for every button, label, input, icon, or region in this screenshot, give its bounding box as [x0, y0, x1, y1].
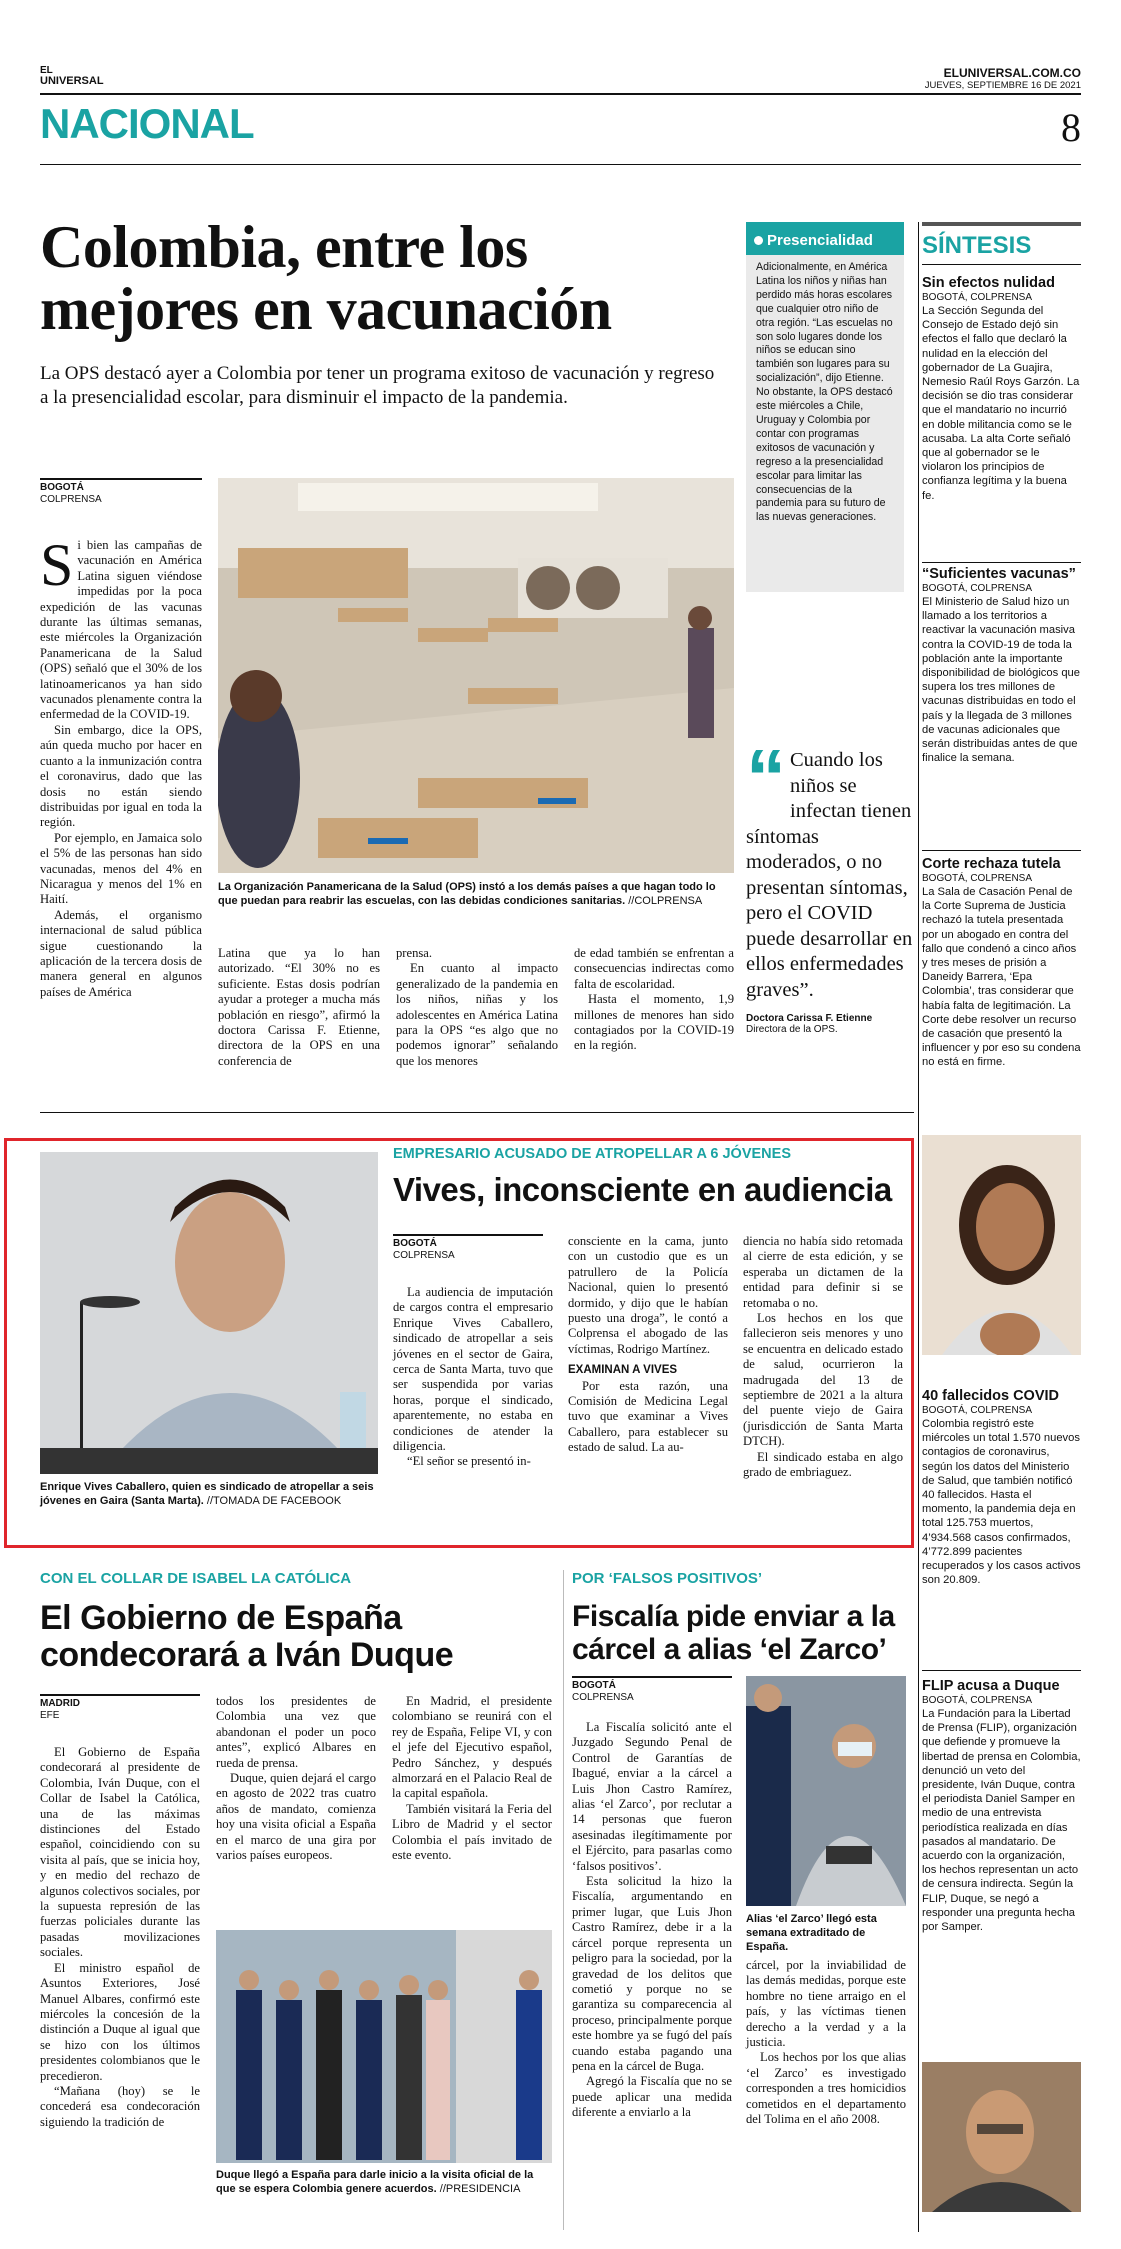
main-byline: BOGOTÁ COLPRENSA [40, 478, 202, 506]
drop-cap: S [40, 532, 74, 598]
classroom-photo [218, 478, 734, 873]
main-column-3: prensa. En cuanto al impacto generalizado de la pandemia en los niños, niñas y los adolescentes en América Latina para la OPS “es algo que no podemos ignorar” señalando que los menores [396, 946, 558, 1068]
zarco-caption: Alias ‘el Zarco’ llegó esta semana extraditado de España. [746, 1913, 877, 1953]
masthead-rule [40, 93, 1081, 95]
vives-caption: Enrique Vives Caballero, quien es sindicado de atropellar a seis jóvenes en Gaira (Santa Marta). //TOMADA DE FACEBOOK [40, 1481, 374, 1507]
duque-kicker: CON EL COLLAR DE ISABEL LA CATÓLICA [40, 1570, 352, 1587]
site-url: ELUNIVERSAL.COM.CO [943, 66, 1081, 80]
sintesis-sep [922, 850, 1081, 851]
column-divider [563, 1570, 564, 2230]
sintesis-sep [922, 562, 1081, 563]
masthead-logo: EL UNIVERSAL [40, 65, 104, 87]
zarco-headline: Fiscalía pide enviar a la cárcel a alias ‘el Zarco’ [572, 1600, 895, 1666]
sintesis-item: “Suficientes vacunas” BOGOTÁ, COLPRENSA El Ministerio de Salud hizo un llamado a los territorios a reactivar la vacunación masiva contra la COVID-19 de toda la población ante la importante disponibilidad de biológicos que supera los tres millones de vacunas distribuidas en todo el país y la llegada de 3 millones de vacunas adicionales que serán distribuidas antes de que finalice la semana. [922, 566, 1080, 765]
duque-photo [216, 1930, 552, 2163]
presencialidad-box: Presencialidad Adicionalmente, en América Latina los niños y niñas han perdido más horas escolares que cualquier otro niño de otra región. “Las escuelas no son solo lugares donde los niños se educan sino también son lugares para su socialización”, dijo Etienne. No obstante, la OPS destacó este miércoles a Chile, Uruguay y Colombia por contar con programas exitosos de vacunación y regreso a la presencialidad escolar para limitar las consecuencias de la pandemia para su futuro de las nuevas generaciones. [746, 222, 904, 592]
main-column-4: de edad también se enfrentan a consecuencias indirectas como falta de escolaridad. Hasta el momento, 1,9 millones de menores han sido contagiados por la COVID-19 en la región. [574, 946, 734, 1053]
vives-byline: BOGOTÁ COLPRENSA [393, 1234, 543, 1262]
duque-column-1: El Gobierno de España condecorará al presidente de Colombia, Iván Duque, con el Collar de Isabel la Católica, una de las máximas distinciones del Estado español, coincidiendo con su visita al país, que se inicia hoy, y en medio del rechazo de algunos colectivos sociales, por la supuesta represión de las fuerzas policiales durante las pasadas movilizaciones sociales. El ministro español de Asuntos Exteriores, José Manuel Albares, confirmó este miércoles la concesión de la distinción a Duque al igual que se hizo con los últimos presidentes colombianos que le precedieron. “Mañana (hoy) se le concederá esa condecoración siguiendo la tradición de [40, 1745, 200, 2129]
zarco-byline: BOGOTÁ COLPRENSA [572, 1676, 732, 1704]
zarco-column-1: La Fiscalía solicitó ante el Juzgado Segundo Penal de Control de Garantías de Ibagué, enviar a la cárcel a Luis Jhon Castro Ramírez, alias ‘el Zarco’, por reclutar a 14 personas que fueron asesinadas ilegítimamente por el Ejército, para pasarlas como ‘falsos positivos’. Esta solicitud la hizo la Fiscalía, argumentando en primer lugar, que Luis Jhon Castro Ramírez, debe ir a la cárcel porque representa un peligro para la sociedad, por la gravedad de los delitos que cometió y porque no se garantiza su comparecencia al proceso, principalmente porque este hombre ya se fugó del país cuando estaba pagando una pena en la cárcel de Buga. Agregó la Fiscalía que no se puede aplicar una medida diferente a enviarlo a la [572, 1720, 732, 2120]
sintesis-title-rule [922, 264, 1081, 265]
zarco-kicker: POR ‘FALSOS POSITIVOS’ [572, 1570, 763, 1587]
vives-subhead: EXAMINAN A VIVES [568, 1364, 678, 1377]
main-photo-caption: La Organización Panamericana de la Salud (OPS) instó a los demás países a que hagan todo lo que puedan para reabrir las escuelas, con las debidas condiciones sanitarias. //COLPRENSA [218, 881, 716, 907]
samper-photo [922, 2062, 1081, 2212]
section-title: NACIONAL [40, 100, 254, 147]
sidebar-divider [918, 222, 919, 2232]
main-column-1: S i bien las campañas de vacunación en América Latina siguen viéndose impedidas por la poca expedición de las vacunas durante las últimas semanas, este miércoles la Organización Panamericana de la Salud (OPS) señaló que el 30% de los latinoamericanos ya han sido vacunados plenamente contra la enfermedad de la COVID-19. Sin embargo, dice la OPS, aún queda mucho por hacer en cuanto a la inmunización contra el coronavirus, dado que las dosis no están siendo distribuidas por igual en toda la región. Por ejemplo, en Jamaica solo el 5% de las personas han sido vacunadas, menos del 4% en Nicaragua y menos del 1% en Haití. Además, el organismo internacional de salud pública sigue cuestionando la aplicación de la tercera dosis de manera general en algunos países de América [40, 532, 202, 999]
epa-colombia-photo [922, 1135, 1081, 1355]
quote-icon: “ [746, 733, 786, 822]
main-column-2: Latina que ya lo han autorizado. “El 30% no es suficiente. Estas dosis podrían ayudar a proteger a mucha más población en riesgo”, afirmó la doctora Carissa F. Etienne, directora de la OPS en una conferencia de [218, 946, 380, 1068]
vives-kicker: EMPRESARIO ACUSADO DE ATROPELLAR A 6 JÓVENES [393, 1146, 791, 1162]
sintesis-item: 40 fallecidos COVID BOGOTÁ, COLPRENSA Colombia registró este miércoles un total 1.570 nuevos contagios de coronavirus, según los datos del Ministerio de Salud, que también notificó 40 fallecidos. Hasta el momento, la pandemia deja en total 125.753 muertos, 4’934.568 casos confirmados, 4’772.899 pacientes recuperados y los casos activos son 20.809. [922, 1388, 1081, 1587]
vives-photo [40, 1152, 378, 1474]
sintesis-rule [922, 222, 1081, 226]
issue-date: JUEVES, SEPTIEMBRE 16 DE 2021 [924, 80, 1081, 91]
duque-column-3: En Madrid, el presidente colombiano se reunirá con el rey de España, Felipe VI, y con el jefe del Ejecutivo español, Pedro Sánchez, y después almorzará en el Palacio Real de la capital española. También visitará la Feria del Libro de Madrid y el sector Colombia el país invitado de este evento. [392, 1694, 552, 1863]
box-title: Presencialidad [746, 226, 904, 255]
vives-column-3: diencia no había sido retomada al cierre de esta edición, y se esperaba un dictamen de la entidad para definir si se retomaba o no. Los hechos en los que fallecieron seis menores y uno se encuentra en delicado estado de salud, ocurrieron la madrugada del 13 de septiembre de 2021 a la altura del puente viejo de Gaira (jurisdicción de Santa Marta DTCH). El sindicado estaba en algo grado de embriaguez. [743, 1234, 903, 1480]
duque-headline: El Gobierno de España condecorará a Iván Duque [40, 1599, 454, 1674]
duque-column-2: todos los presidentes de Colombia una vez que abandonan el poder un poco antes”, explicó Albares en rueda de prensa. Duque, quien dejará el cargo en agosto de 2022 tras cuatro años de mandato, comienza hoy una visita oficial a España en el marco de una gira por varios países europeos. [216, 1694, 376, 1863]
vives-column-2: consciente en la cama, junto con un custodio que es un patrullero de la Policía Nacional, quien lo presentó dormido, y dijo que le habían puesto una droga”, le contó a Colprensa el abogado de las víctimas, Rodrigo Martínez. EXAMINAN A VIVES Por esta razón, una Comisión de Medicina Legal tuvo que examinar a Vives Caballero, para establecer su estado de salud. La au- [568, 1234, 728, 1455]
zarco-column-2: cárcel, por la inviabilidad de las demás medidas, porque este hombre no tiene arraigo en el país, y las víctimas tienen derecho a la verdad y a la justicia. Los hechos por los que alias ‘el Zarco’ es investigado corresponden a tres homicidios cometidos en el departamento del Tolima en el año 2008. [746, 1958, 906, 2127]
duque-caption: Duque llegó a España para darle inicio a la visita oficial de la que se espera Colombia genere acuerdos. //PRESIDENCIA [216, 2169, 534, 2195]
sintesis-sep [922, 1670, 1081, 1671]
main-deck: La OPS destacó ayer a Colombia por tener un programa exitoso de vacunación y regreso a la presencialidad escolar, para disminuir el impacto de la pandemia. [40, 363, 715, 408]
page-number: 8 [1061, 105, 1081, 150]
zarco-photo [746, 1676, 906, 1906]
sintesis-title: SÍNTESIS [922, 232, 1032, 259]
vives-top-rule [40, 1112, 914, 1113]
vives-column-1: La audiencia de imputación de cargos contra el empresario Enrique Vives Caballero, sindicado de atropellar a seis jóvenes en el sector de Gaira, cerca de Santa Marta, tuvo que ser suspendida por varias horas, porque el sindicado, aparentemente, no estaba en condiciones de atender la diligencia. “El señor se presentó in- [393, 1285, 553, 1469]
pull-quote: “ Cuando los niños se infectan tienen síntomas moderados, o no presentan síntomas, pero el COVID puede desarrollar en ellos enfermedades graves”. Doctora Carissa F. Etienne Directora de la OPS. [746, 733, 913, 1035]
main-headline: Colombia, entre los mejores en vacunación [40, 214, 612, 342]
vives-headline: Vives, inconsciente en audiencia [393, 1171, 892, 1208]
duque-byline: MADRID EFE [40, 1694, 200, 1722]
bullet-icon [754, 236, 763, 245]
sintesis-item: Corte rechaza tutela BOGOTÁ, COLPRENSA La Sala de Casación Penal de la Corte Suprema de Justicia rechazó la tutela presentada por un abogado en contra del fallo que condenó a cinco años y tres meses de prisión a Daneidy Barrera, ‘Epa Colombia’, tras considerar que había falta de legitimación. La Corte debe resolver un recurso de casación que presentó la influencer y por eso su condena no está en firme. [922, 856, 1081, 1069]
sintesis-item: FLIP acusa a Duque BOGOTÁ, COLPRENSA La Fundación para la Libertad de Prensa (FLIP), organización que defiende y promueve la libertad de prensa en Colombia, denunció un veto del presidente, Iván Duque, contra el periodista Daniel Samper en medio de una entrevista periodística realizada en días pasados al mandatario. De acuerdo con la organización, los hechos representan un acto de censura indirecta. Según la FLIP, Duque, se negó a responder una pregunta hecha por Samper. [922, 1678, 1081, 1934]
sintesis-item: Sin efectos nulidad BOGOTÁ, COLPRENSA La Sección Segunda del Consejo de Estado dejó sin efectos el fallo que declaró la nulidad en la elección del gobernador de La Guajira, Nemesio Raúl Roys Garzón. La decisión se dio tras considerar que el mandatario no incurrió en doble militancia como se le acusaba. La alta Corte señaló que al gobernador se le violaron los principios de confianza legítima y la buena fe. [922, 275, 1080, 502]
section-rule [40, 164, 1081, 165]
